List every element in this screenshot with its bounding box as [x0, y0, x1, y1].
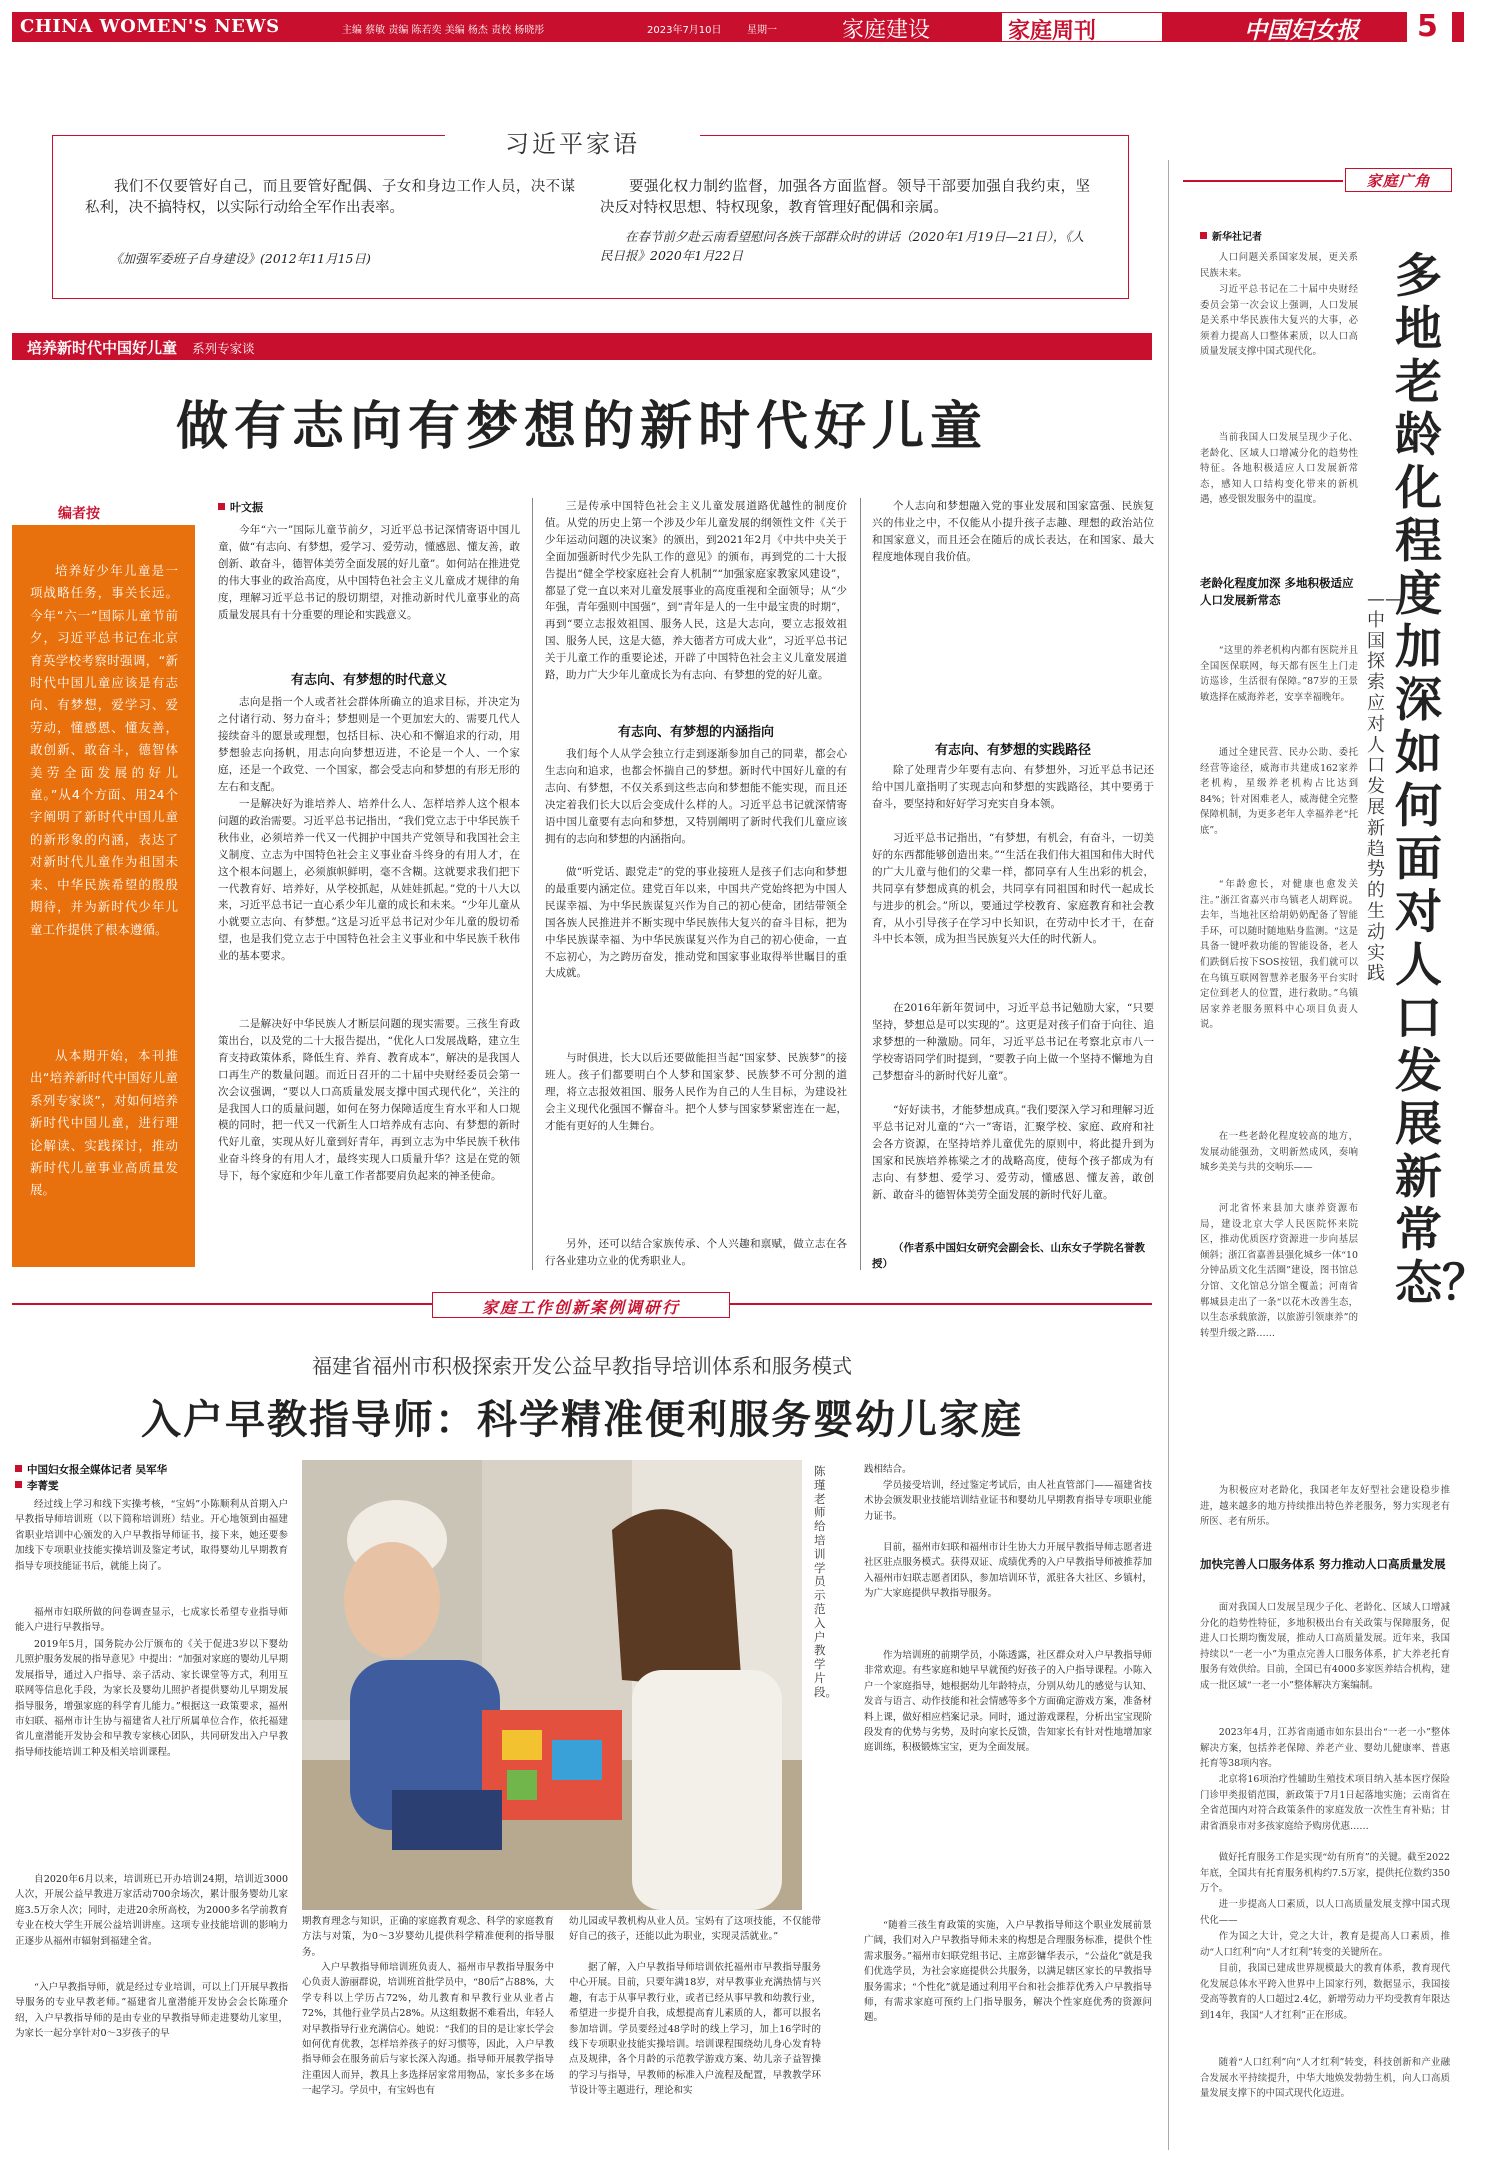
article2-section-label [432, 1292, 730, 1318]
byline-marker [1200, 232, 1207, 239]
quote-box-title: 习近平家语 [505, 130, 640, 158]
sidebar-label [1345, 168, 1452, 192]
article1-col3-sub: 有志向、有梦想的实践路径 [934, 743, 1091, 758]
article2-col1-p3: 2019年5月，国务院办公厅颁布的《关于促进3岁以下婴幼儿照护服务发展的指导意见》中提出：“加强对家庭的婴幼儿早期发展指导，通过入户指导、亲子活动、家长课堂等方式，利用互联网等信息化手段，为家长及婴幼儿照护者提供婴幼儿早期发展指导服务，增强家庭的科学育儿能力。”根据这一政策要求，福州市妇联、福州市计生协与福建省人社厅所属单位合作，依托福建省儿童潜能开发协会和早教专家核心团队，共同研发出入户早教指导师技能培训工种及相关培训课程。 [15, 1639, 288, 1758]
article1-author-note: （作者系中国妇女研究会副会长、山东女子学院名誉教授） [872, 1242, 1145, 1270]
quote-left-source: 《加强军委班子自身建设》(2012年11月15日) [110, 251, 371, 266]
paper-name-en: CHINA WOMEN'S NEWS [20, 16, 280, 37]
sidebar-top-rule [1183, 180, 1343, 182]
sidebar-p1: 人口问题关系国家发展，更关系民族未来。 [1200, 252, 1358, 279]
sidebar-p10: 面对我国人口发展呈现少子化、老龄化、区域人口增减分化的趋势性特征，多地积极出台有关政策与保障服务，促进人口长期均衡发展，推动人口高质量发展。近年来，我国持续以“一老一小”为重点完善人口服务体系，扩大养老托育服务有效供给。目前，全国已有4000多家医养结合机构，建成一批区域“一老一小”整体解决方案编制。 [1200, 1602, 1450, 1691]
article1-col2-sub: 有志向、有梦想的内涵指向 [617, 725, 774, 740]
article2-col1-p2: 福州市妇联所做的问卷调查显示，七成家长希望专业指导师能入户进行早教指导。 [15, 1607, 288, 1634]
article2-col1-p5: “入户早教指导师，就是经过专业培训，可以上门开展早教指导服务的专业早教老师。”福建省儿童潜能开发协会会长陈瑾介绍，入户早教指导师的是由专业的早教指导师走进婴幼儿家里，为家长一起分享针对0～3岁孩子的早 [15, 1982, 288, 2040]
article1-col3-p2: 除了处理青少年要有志向、有梦想外，习近平总书记还给中国儿童指明了实现志向和梦想的实践路径，其中要勇于奋斗，要坚持和好好学习充实自身本领。 [872, 764, 1154, 810]
issue-weekday: 星期一 [747, 25, 777, 36]
sidebar-byline-text: 新华社记者 [1212, 232, 1262, 243]
article2-byline-2-text: 李菁雯 [27, 1480, 59, 1492]
article2-col2-p2: 入户早教指导师培训班负责人、福州市早教指导服务中心负责人游丽群说，培训班首批学员中，“80后”占88%，大学专科以上学历占72%，幼儿教育和早教行业从业者占72%，其他行业学员占28%。从这组数据不难看出，年轻人对早教指导行业充满信心。她说：“我们的目的是让家长学会如何优育优教，怎样培养孩子的好习惯等，因此，入户早教指导师会在服务前后与家长深入沟通。指导师开展教学指导注重因人而异，教具上多选择居家常用物品，家长多多在场一起学习。学员中，有宝妈也有 [302, 1962, 554, 2097]
article1-byline [218, 499, 263, 515]
article1-col2-p2: 我们每个人从学会独立行走到逐渐参加自己的同辈，都会心生志向和追求，也都会怀揣自己的梦想。新时代中国好儿童的有志向、有梦想，不仅关系到这些志向和梦想能不能实现，而且还决定着我们长大以后会变成什么样的人。习近平总书记就深情寄语中国儿童要有志向和梦想，又特别阐明了新时代我们儿童应该拥有的志向和梦想的内涵指向。 [545, 748, 847, 845]
article2-col4-p3: 目前，福州市妇联和福州市计生协大力开展早教指导师志愿者进社区驻点服务模式。获得双证、成绩优秀的入户早教指导师被推荐加入福州市妇联志愿者团队，参加培训环节，派驻各大社区、乡镇村，为广大家庭提供早教指导服务。 [864, 1542, 1152, 1600]
sidebar-label-text: 家庭广角 [1366, 172, 1431, 190]
article2-col4-p5: “随着三孩生育政策的实施，入户早教指导师这个职业发展前景广阔，我们对入户早教指导师未来的构想是合理服务标准，提供个性需求服务。”福州市妇联党组书记、主席彭镛华表示，“公益化”就是我们优选学员，为社会家庭提供公共服务，以满足辖区家长的早教指导服务需求；“个性化”就是通过利用平台和社会推荐优秀入户早教指导师，有需求家庭可预约上门指导服务，解决个性家庭优秀的资源问题。 [864, 1920, 1152, 2024]
sidebar-p17: 随着“人口红利”向“人才红利”转变，科技创新和产业融合发展水平持续提升，中华大地焕发勃勃生机，向人口高质量发展支撑下的中国式现代化迈进。 [1200, 2057, 1450, 2100]
sidebar-p2: 习近平总书记在二十届中央财经委员会第一次会议上强调，人口发展是关系中华民族伟大复兴的大事，必须着力提高人口整体素质，以人口高质量发展支撑中国式现代化。 [1200, 284, 1358, 358]
section-weekly-label: 家庭周刊 [1008, 19, 1097, 44]
editor-note-text: 培养好少年儿童是一项战略任务，事关长远。今年“六一”国际儿童节前夕，习近平总书记在北京育英学校考察时强调，“新时代中国儿童应该是有志向、有梦想，爱学习、爱劳动，懂感恩、懂友善，敢创新、敢奋斗，德智体美劳全面发展的好儿童。”从4个方面、用24个字阐明了新时代中国儿童的新形象的内涵，表达了对新时代儿童作为祖国未来、中华民族希望的殷殷期待，并为新时代少年儿童工作提供了根本遵循。 [30, 563, 178, 937]
article1-col2-p5: 另外，还可以结合家族传承、个人兴趣和禀赋，做立志在各行各业建功立业的优秀职业人。 [545, 1238, 847, 1267]
newspaper-logo: 中国妇女报 [1244, 17, 1359, 44]
sidebar-p16: 目前，我国已建成世界规模最大的教育体系，教育现代化发展总体水平跨入世界中上国家行列，数据显示，我国接受高等教育的人口超过2.4亿，新增劳动力平均受教育年限达到14年，我国“人才红利”正在形成。 [1200, 1963, 1450, 2021]
sidebar-p4: “这里的养老机构内都有医院并且全国医保联网，每天都有医生上门走访巡诊，生活很有保障。”87岁的王景敏选择在威海养老，安享幸福晚年。 [1200, 645, 1358, 703]
article1-col1-sub: 有志向、有梦想的时代意义 [290, 673, 447, 688]
sidebar-subheadline-text: ——中国探索应对人口发展新趋势的生动实践 [1367, 589, 1403, 985]
masthead [12, 9, 1464, 44]
sidebar-p7: 在一些老龄化程度较高的地方，发展动能强劲，文明新然成风，奏响城乡美美与共的交响乐—— [1200, 1131, 1358, 1174]
article2-col3-p2: 据了解，入户早教指导师培训依托福州市早教指导服务中心开展。目前，只要年满18岁，对早教事业充满热情与兴趣，有志于从事早教行业，或者已经从事早教和幼教行业，希望进一步提升自我，成想提高育儿素质的人，都可以报名参加培训。学员要经过48学时的线上学习，加上16学时的线下专项职业技能实操培训。培训课程围绕幼儿身心发育特点及规律，各个月龄的示范教学游戏方案、幼儿亲子益智操的学习与指导，早教师的标准入户流程及配置，早教教学环节设计等主题进行，理论和实 [569, 1962, 821, 2097]
quote-box-title-frame [445, 122, 700, 158]
series-label-main: 培养新时代中国好儿童 [27, 339, 178, 357]
byline-marker [218, 503, 225, 510]
section-weekly [1002, 13, 1162, 44]
article1-col2-p3: 做“听党话、跟党走”的党的事业接班人是孩子们志向和梦想的最重要内涵定位。建党百年以来，中国共产党始终把为中国人民谋幸福、为中华民族谋复兴作为自己的初心使命，团结带领全国各族人民推进并不断实现中华民族伟大复兴的奋斗目标，把为中华民族谋幸福、为中华民族谋复兴作为自己的初心使命，一直不忘初心，为之跨历奋发，推动党和国家事业取得举世瞩目的重大成就。 [545, 866, 847, 980]
article2-headline: 入户早教指导师：科学精准便利服务婴幼儿家庭 [141, 1397, 1023, 1443]
article1-col3-p1: 个人志向和梦想融入党的事业发展和国家富强、民族复兴的伟业之中，不仅能从小提升孩子志趣、理想的政治站位和国家意义，而且还会在随后的成长表达，在和国家、最大程度地体现自我价值。 [872, 500, 1154, 563]
editor-note-text-2: 从本期开始，本刊推出“培养新时代中国好儿童系列专家谈”，对如何培养新时代中国儿童，进行理论解读、实践探讨，推动新时代儿童事业高质量发展。 [30, 1048, 178, 1198]
sidebar-p9: 为积极应对老龄化，我国老年友好型社会建设稳步推进，越来越多的地方持续推出特色养老服务，努力实现老有所医、老有所乐。 [1200, 1485, 1450, 1528]
byline-marker [15, 1481, 22, 1488]
article1-col1-p2: 志向是指一个人或者社会群体所确立的追求目标，并决定为之付诸行动、努力奋斗；梦想则是一个更加宏大的、需要几代人接续奋斗的愿景或理想，包括目标、决心和不懈追求的行动，用梦想验志向扬帆，用志向向梦想迈进，不论是一个人、一个家庭，还是一个政党、一个国家，都会受志向和梦想的有形无形的左右和支配。 [218, 696, 520, 793]
sidebar-p3: 当前我国人口发展呈现少子化、老龄化、区域人口增减分化的趋势性特征。各地积极适应人口发展新常态，感知人口结构变化带来的新机遇，感受银发服务中的温度。 [1200, 432, 1358, 506]
article1-col3-p3: 习近平总书记指出，“有梦想，有机会，有奋斗，一切美好的东西都能够创造出来。”“生活在我们伟大祖国和伟大时代的广大儿童与他们的父辈一样，都同享有人生出彩的机会，共同享有梦想成真的机会，共同享有同祖国和时代一起成长与进步的机会。”所以，要通过学校教育、家庭教育和社会教育，从小引导孩子在学习中长知识，在劳动中长才干，在奋斗中长本领，成为担当民族复兴大任的时代新人。 [872, 832, 1154, 946]
article2-section-label-text: 家庭工作创新案例调研行 [481, 1298, 680, 1317]
section-rule-right [728, 1303, 1152, 1305]
sidebar-headline-text: 多地老龄化程度加深 如何面对人口发展新常态？ [1395, 249, 1489, 1311]
article1-col3-p4: 在2016年新年贺词中，习近平总书记勉励大家，“只要坚持，梦想总是可以实现的”。这更是对孩子们奋于向往、追求梦想的一种激励。同年，习近平总书记在考察北京市八一学校寄语同学们时提到，“要教子向上做一个坚持不懈地为自己梦想奋斗的新时代好儿童”。 [872, 1002, 1154, 1082]
article2-byline-2 [15, 1478, 59, 1493]
article2-col2-p1: 期教育理念与知识，正确的家庭教育观念、科学的家庭教育方法与对策，为0～3岁婴幼儿提供科学精准便利的指导服务。 [302, 1916, 554, 1958]
photo-illustration [302, 1460, 802, 1910]
article1-col3-p5: “好好读书，才能梦想成真。”我们要深入学习和理解习近平总书记对儿童的“六一”寄语，汇聚学校、家庭、政府和社会各方资源，在坚持培养儿童优先的原则中，将此提升到为国家和民族培养栋梁之才的战略高度，使每个孩子都成为有志向、有梦想、爱学习、爱劳动，懂感恩、懂友善，敢创新、敢奋斗的德智体美劳全面发展的新时代好儿童。 [872, 1104, 1154, 1201]
sidebar-sub1: 老龄化程度加深 多地积极适应人口发展新常态 [1200, 576, 1354, 607]
article2-col4-p2: 学员接受培训，经过鉴定考试后，由人社直管部门——福建省技术协会颁发职业技能培训结业证书和婴幼儿早期教育指导专项职业能力证书。 [864, 1480, 1152, 1522]
sidebar-rule [1168, 160, 1169, 2150]
article2-col4-p4: 作为培训班的前期学员，小陈透露，社区群众对入户早教指导师非常欢迎。有些家庭和她早早就预约好孩子的入户指导课程。小陈入户一个家庭指导，她根据幼儿年龄特点，分别从幼儿的感觉与认知、发音与语言、动作技能和社会情感等多个方面确定游戏方案，准备材料上课，做好相应档案记录。同时，通过游戏课程，分析出宝宝现阶段发育的优势与劣势，及时向家长反馈，告知家长有针对性地增加家庭训练，积极锻炼宝宝，更为全面发展。 [864, 1650, 1152, 1754]
sidebar-p13: 做好托育服务工作是实现“幼有所育”的关键。截至2022年底，全国共有托育服务机构约7.5万家，提供托位数约350万个。 [1200, 1852, 1450, 1895]
article1-col2-p1: 三是传承中国特色社会主义儿童发展道路优越性的制度价值。从党的历史上第一个涉及少年儿童发展的纲领性文件《关于少年运动问题的决议案》的颁出，到2021年2月《中共中央关于全面加强新时代少先队工作的意见》的颁布，再到党的二十大报告提出“健全学校家庭社会育人机制”“加强家庭家教家风建设”，都显了党一直以来对儿童发展事业的高度重视和全面领导；从“少年强，青年强则中国强”，到“青年是人的一生中最宝贵的时期”，再到“要立志报效祖国、服务人民，这是大志向，要立志报效祖国、服务人民，这是大德，养大德者方可成大业”，习近平总书记关于儿童工作的重要论述，开辟了中国特色社会主义儿童发展道路，助力广大少年儿童成长为有志向、有梦想的党的好儿童。 [545, 500, 847, 682]
sidebar-p8: 河北省怀来县加大康养资源布局，建设北京大学人民医院怀来院区，推动优质医疗资源进一步向基层倾斜；浙江省嘉善县强化城乡一体“10分钟品质文化生活圈”建设，图书馆总分馆、文化馆总分馆全覆盖；河南省郸城县走出了一条“以花木改善生态，以生态承载旅游，以旅游引领康养”的转型升级之路…… [1200, 1203, 1358, 1339]
article1-col1-p3: 一是解决好为谁培养人、培养什么人、怎样培养人这个根本问题的政治需要。习近平总书记指出，“我们党立志于中华民族千秋伟业，必须培养一代又一代拥护中国共产党领导和我国社会主义制度、立志为中国特色社会主义事业奋斗终身的有用人才，在这个根本问题上，必须旗帜鲜明，毫不含糊。这就要求我们把下一代教育好、培养好，从学校抓起，从娃娃抓起。”党的十八大以来，习近平总书记一直心系少年儿童的成长和未来。“少年儿童从小就要立志向、有梦想。”这是习近平总书记对少年儿童的殷切希望，也是我们党立志于中国特色社会主义事业和中华民族千秋伟业的基本要求。 [218, 798, 520, 963]
sidebar-p15: 作为国之大计，党之大计，教育是提高人口素质，推动“人口红利”向“人才红利”转变的关键所在。 [1200, 1931, 1450, 1958]
byline-marker [15, 1465, 22, 1472]
section-name: 家庭建设 [842, 18, 931, 43]
page-number [1407, 9, 1452, 44]
sidebar-byline [1200, 228, 1262, 243]
sidebar-p6: “年龄愈长，对健康也愈发关注。”浙江省嘉兴市乌镇老人胡辉说。去年，当地社区给胡奶奶配备了智能手环，可以随时随地贴身监测。“这是具备一键呼救功能的智能设备，老人们跌倒后按下SOS按钮，我们就可以在乌镇互联网智慧养老服务平台实时定位到老人的位置，进行救助。”乌镇居家养老服务照料中心项目负责人说。 [1200, 879, 1358, 1031]
sidebar-p12: 北京将16项治疗性辅助生殖技术项目纳入基本医疗保险门诊甲类报销范围，新政策于7月1日起落地实施；云南省在全省范围内对符合政策条件的家庭发放一次性生育补贴；甘肃省酒泉市对多孩家庭给予购房优惠…… [1200, 1774, 1450, 1832]
article2-byline-1 [15, 1462, 167, 1477]
sidebar-sub2: 加快完善人口服务体系 努力推动人口高质量发展 [1200, 1557, 1446, 1571]
article2-col1-p1: 经过线上学习和线下实操考核，“宝妈”小陈顺利从首期入户早教指导师培训班（以下简称培训班）结业。开心地领到由福建省职业培训中心颁发的入户早教指导师证书，接下来，她还要参加线下专项职业技能实操培训及鉴定考试，取得婴幼儿早期教育指导专项技能证书后，就能上岗了。 [15, 1499, 288, 1572]
issue-date: 2023年7月10日 [647, 25, 722, 36]
section-rule-left [12, 1303, 432, 1305]
sidebar-p5: 通过全建民营、民办公助、委托经营等途径，威海市共建成162家养老机构，星级养老机构占比达到84%；针对困难老人，威海健全完整保障机制，为更多老年人幸福养老“托底”。 [1200, 747, 1358, 836]
article1-col1-p1: 今年“六一”国际儿童节前夕，习近平总书记深情寄语中国儿童，做“有志向、有梦想，爱学习、爱劳动，懂感恩、懂友善，敢创新、敢奋斗，德智体美劳全面发展的好儿童”。如何站在推进党的伟大事业的政治高度，从中国特色社会主义儿童成才规律的角度，理解习近平总书记的殷切期望，对推动新时代儿童事业的高质量发展具有十分重要的理论和实践意义。 [218, 524, 520, 621]
sidebar-subheadline [1367, 589, 1403, 1150]
article1-headline: 做有志向有梦想的新时代好儿童 [175, 397, 988, 457]
column-divider [532, 498, 533, 1270]
series-label-sub: 系列专家谈 [192, 341, 255, 356]
article2-col3-p1: 幼儿园或早教机构从业人员。宝妈有了这项技能，不仅能带好自己的孩子，还能以此为职业，实现灵活就业。” [569, 1916, 821, 1943]
article1-col1-p4: 二是解决好中华民族人才断层问题的现实需要。三孩生育政策出台，以及党的二十大报告提出，“优化人口发展战略，建立生育支持政策体系，降低生育、养育、教育成本”，解决的是我国人口再生产的数量问题。而近日召开的二十届中央财经委员会第一次会议强调，“要以人口高质量发展支撑中国式现代化”，关注的是我国人口的质量问题，如何在努力保障适度生育水平和人口规模的同时，把一代又一代新生人口培养成有志向、有梦想的新时代好儿童，实现从好儿童到好青年，再到立志为中华民族千秋伟业奋斗终身的有用人才，最终实现人口质量升华？这是在党的领导下，每个家庭和少年儿童工作者都要肩负起来的神圣使命。 [218, 1018, 520, 1183]
sidebar-headline [1395, 249, 1489, 1400]
page-number-value: 5 [1417, 9, 1438, 44]
photo-caption-text: 陈瑾老师给培训学员示范入户教学片段。 [814, 1464, 837, 1699]
sidebar-p14: 进一步提高人口素质，以人口高质量发展支撑中国式现代化—— [1200, 1899, 1450, 1926]
quote-right-source: 在春节前夕赴云南看望慰问各族干部群众时的讲话（2020年1月19日—21日），《人民日报》2020年1月22日 [600, 229, 1085, 263]
article2-col4-p1: 践相结合。 [864, 1464, 912, 1475]
article1-col2-p4: 与时俱进，长大以后还要做能担当起“国家梦、民族梦”的接班人。孩子们都要明白个人梦和国家梦、民族梦不可分割的道理，将立志报效祖国、服务人民作为自己的人生目标，为建设社会主义现代化强国不懈奋斗。把个人梦与国家梦紧密连在一起，才能有更好的人生舞台。 [545, 1052, 847, 1132]
quote-left-text: 我们不仅要管好自己，而且要管好配偶、子女和身边工作人员，决不谋私利，决不搞特权，以实际行动给全军作出表率。 [85, 179, 575, 216]
editor-credits: 主编 蔡敏 责编 陈若奕 美编 杨杰 责校 杨晓彤 [342, 25, 545, 36]
article2-col1-p4: 自2020年6月以来，培训班已开办培训24期，培训近3000人次，开展公益早教进万家活动700余场次，累计服务婴幼儿家庭3.5万余人次；同时，走进20余所高校，为2000多名学前教育专业在校大学生开展公益培训讲座。这项专业技能培训的影响力正逐步从福州市辐射到福建全省。 [15, 1874, 288, 1947]
series-bar [12, 333, 1152, 360]
editor-note-title: 编者按 [58, 506, 100, 522]
quote-right-text: 要强化权力制约监督，加强各方面监督。领导干部要加强自我约束，坚决反对特权思想、特权现象，教育管理好配偶和亲属。 [600, 179, 1090, 216]
series-label [27, 337, 255, 358]
photo-caption [814, 1464, 837, 1699]
article1-byline-text: 叶文振 [230, 501, 263, 514]
article2-kicker: 福建省福州市积极探索开发公益早教指导培训体系和服务模式 [312, 1354, 852, 1378]
article2-photo [302, 1460, 802, 1910]
sidebar-p11: 2023年4月，江苏省南通市如东县出台“一老一小”整体解决方案，包括养老保障、养老产业、婴幼儿健康率、普惠托育等38项内容。 [1200, 1727, 1450, 1770]
article2-byline-1-text: 中国妇女报全媒体记者 吴军华 [27, 1464, 168, 1476]
column-divider [860, 498, 861, 1270]
editor-note-box [12, 525, 195, 1267]
